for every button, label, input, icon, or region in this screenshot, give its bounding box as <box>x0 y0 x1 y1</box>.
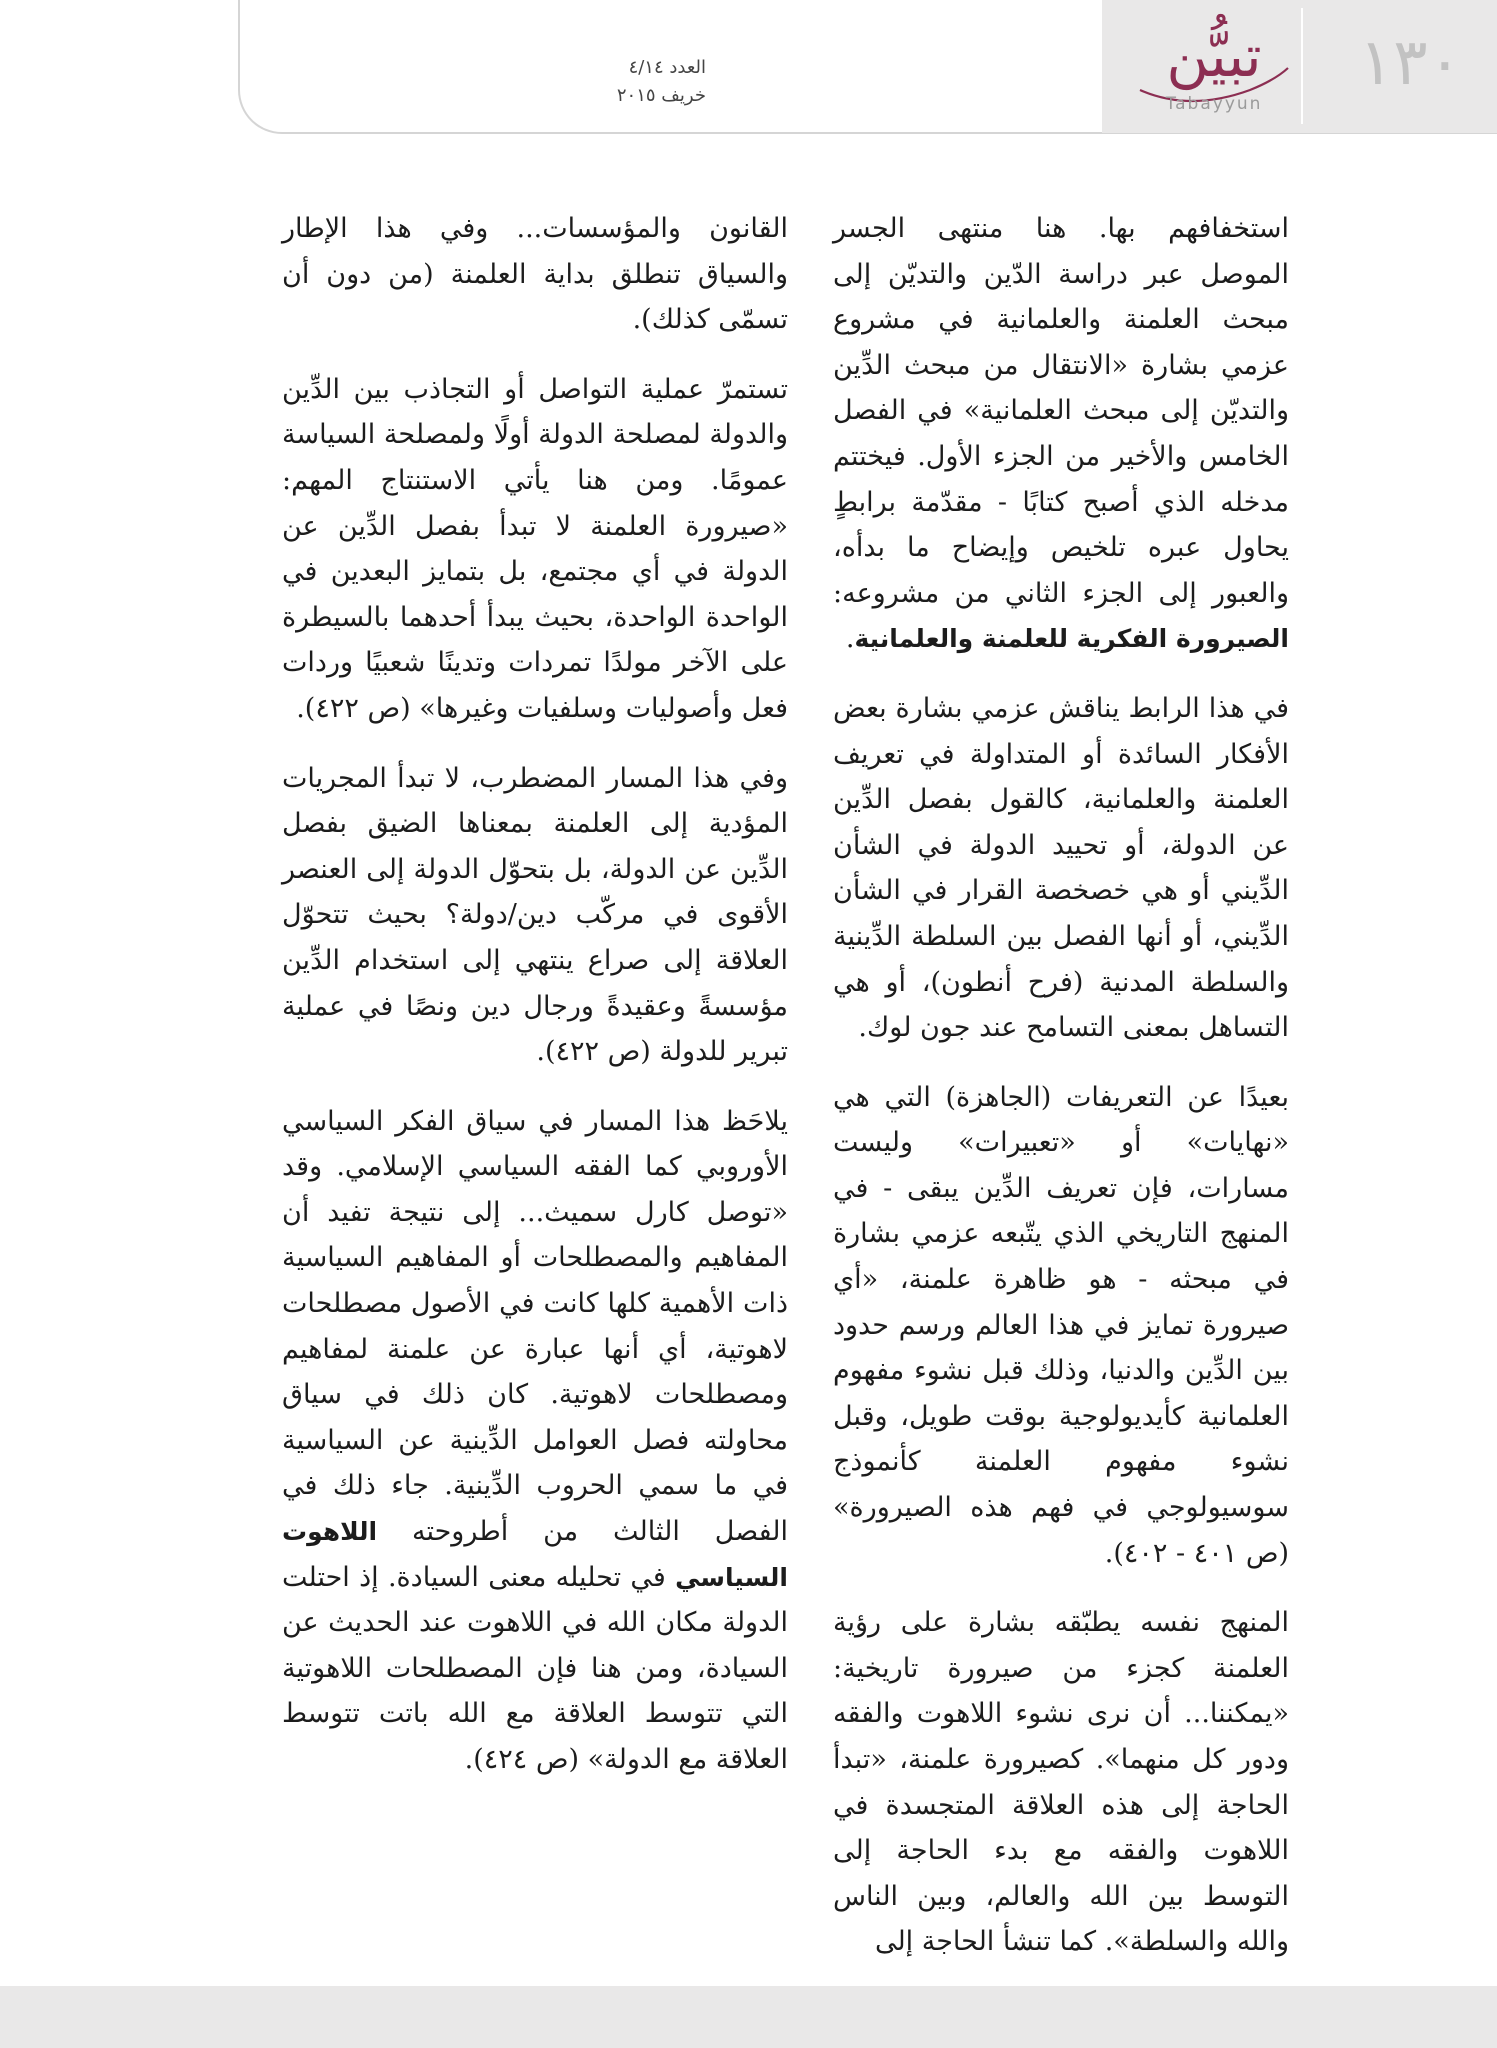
paragraph: وفي هذا المسار المضطرب، لا تبدأ المجريات المؤدية إلى العلمنة بمعناها الضيق بفصل الدِّين عن الدولة، بل بتحوّل الدولة إلى العنصر الأقوى في مركّب دين/دولة؟ بحيث تتحوّل العلاقة إلى صراع ينتهي إلى استخدام الدِّين مؤسسةً وعقيدةً ورجال دين ونصًا في عملية تبرير للدولة (ص ٤٢٢). <box>282 762 788 1068</box>
issue-info <box>506 54 706 110</box>
issue-label: العدد ٤/١٤ <box>628 57 706 78</box>
left-column <box>282 206 788 1807</box>
page-number: ١٣٠ <box>1358 26 1462 100</box>
paragraph: القانون والمؤسسات... وفي هذا الإطار والسياق تنطلق بداية العلمنة (من دون أن تسمّى كذلك). <box>282 213 788 336</box>
paragraph <box>282 1099 788 1783</box>
right-column <box>833 206 1289 1989</box>
paragraph-end: . <box>845 623 855 655</box>
paragraph-text: استخفافهم بها. هنا منتهى الجسر الموصل عبر دراسة الدّين والتديّن إلى مبحث العلمنة والعلمانية في مشروع عزمي بشارة «الانتقال من مبحث الدِّين والتديّن إلى مبحث العلمانية» في الفصل الخامس والأخير من الجزء الأول. فيختتم مدخله الذي أصبح كتابًا - مقدّمة برابطٍ يحاول عبره تلخيص وإيضاح ما بدأه، والعبور إلى الجزء الثاني من مشروعه: <box>833 213 1289 609</box>
logo-latin: Tabayyun <box>1165 94 1263 114</box>
paragraph: تستمرّ عملية التواصل أو التجاذب بين الدِّين والدولة لمصلحة الدولة أولًا ولمصلحة السياسة عمومًا. ومن هنا يأتي الاستنتاج المهم: «صيرورة العلمنة لا تبدأ بفصل الدِّين عن الدولة في أي مجتمع، بل بتمايز البعدين في الواحدة الواحدة، بحيث يبدأ أحدهما بالسيطرة على الآخر مولدًا تمردات وتدينًا شعبيًا وردات فعل وأصوليات وسلفيات وغيرها» (ص ٤٢٢). <box>282 373 788 724</box>
season-label: خريف ٢٠١٥ <box>616 85 706 106</box>
header-divider <box>1301 8 1303 124</box>
paragraph-end: في تحليله معنى السيادة. إذ احتلت الدولة مكان الله في اللاهوت عند الحديث عن السيادة، ومن هنا فإن المصطلحات اللاهوتية التي تتوسط العلاقة مع الله باتت تتوسط العلاقة مع الدولة» (ص ٤٢٤). <box>282 1561 788 1775</box>
paragraph: المنهج نفسه يطبّقه بشارة على رؤية العلمنة كجزء من صيرورة تاريخية: «يمكننا... أن نرى نشوء اللاهوت والفقه ودور كل منهما». كصيرورة علمنة، «تبدأ الحاجة إلى هذه العلاقة المتجسدة في اللاهوت والفقه مع بدء الحاجة إلى التوسط بين الله والعالم، وبين الناس والله والسلطة». كما تنشأ الحاجة إلى <box>833 1607 1289 1958</box>
bold-phrase: الصيرورة الفكرية للعلمنة والعلمانية <box>854 624 1289 654</box>
paragraph-text: يلاحَظ هذا المسار في سياق الفكر السياسي الأوروبي كما الفقه السياسي الإسلامي. وقد «توصل كارل سميث... إلى نتيجة تفيد أن المفاهيم والمصطلحات أو المفاهيم السياسية ذات الأهمية كلها كانت في الأصول مصطلحات لاهوتية، أي أنها عبارة عن علمنة لمفاهيم ومصطلحات لاهوتية. كان ذلك في سياق محاولته فصل العوامل الدِّينية عن السياسية في ما سمي الحروب الدِّينية. جاء ذلك في الفصل الثالث من أطروحته <box>282 1105 788 1548</box>
paragraph: بعيدًا عن التعريفات (الجاهزة) التي هي «نهايات» أو «تعبيرات» وليست مسارات، فإن تعريف الدِّين يبقى - في المنهج التاريخي الذي يتّبعه عزمي بشارة في مبحثه - هو ظاهرة علمنة، «أي صيرورة تمايز في هذا العالم ورسم حدود بين الدِّين والدنيا، وذلك قبل نشوء مفهوم العلمانية كأيديولوجية بوقت طويل، وقبل نشوء مفهوم العلمنة كأنموذج سوسيولوجي في فهم هذه الصيرورة» (ص ٤٠١ - ٤٠٢). <box>833 1081 1289 1569</box>
footer-band <box>0 1986 1497 2048</box>
paragraph <box>833 206 1289 662</box>
journal-logo <box>1130 20 1298 126</box>
paragraph: في هذا الرابط يناقش عزمي بشارة بعض الأفكار السائدة أو المتداولة في تعريف العلمنة والعلمانية، كالقول بفصل الدِّين عن الدولة، أو تحييد الدولة في الشأن الدِّيني أو هي خصخصة القرار في الشأن الدِّيني، أو أنها الفصل بين السلطة الدِّينية والسلطة المدنية (فرح أنطون)، أو هي التساهل بمعنى التسامح عند جون لوك. <box>833 692 1289 1044</box>
logo-arabic: تبيُّن <box>1166 22 1262 90</box>
bold-phrase: اللاهوت السياسي <box>282 1517 788 1592</box>
